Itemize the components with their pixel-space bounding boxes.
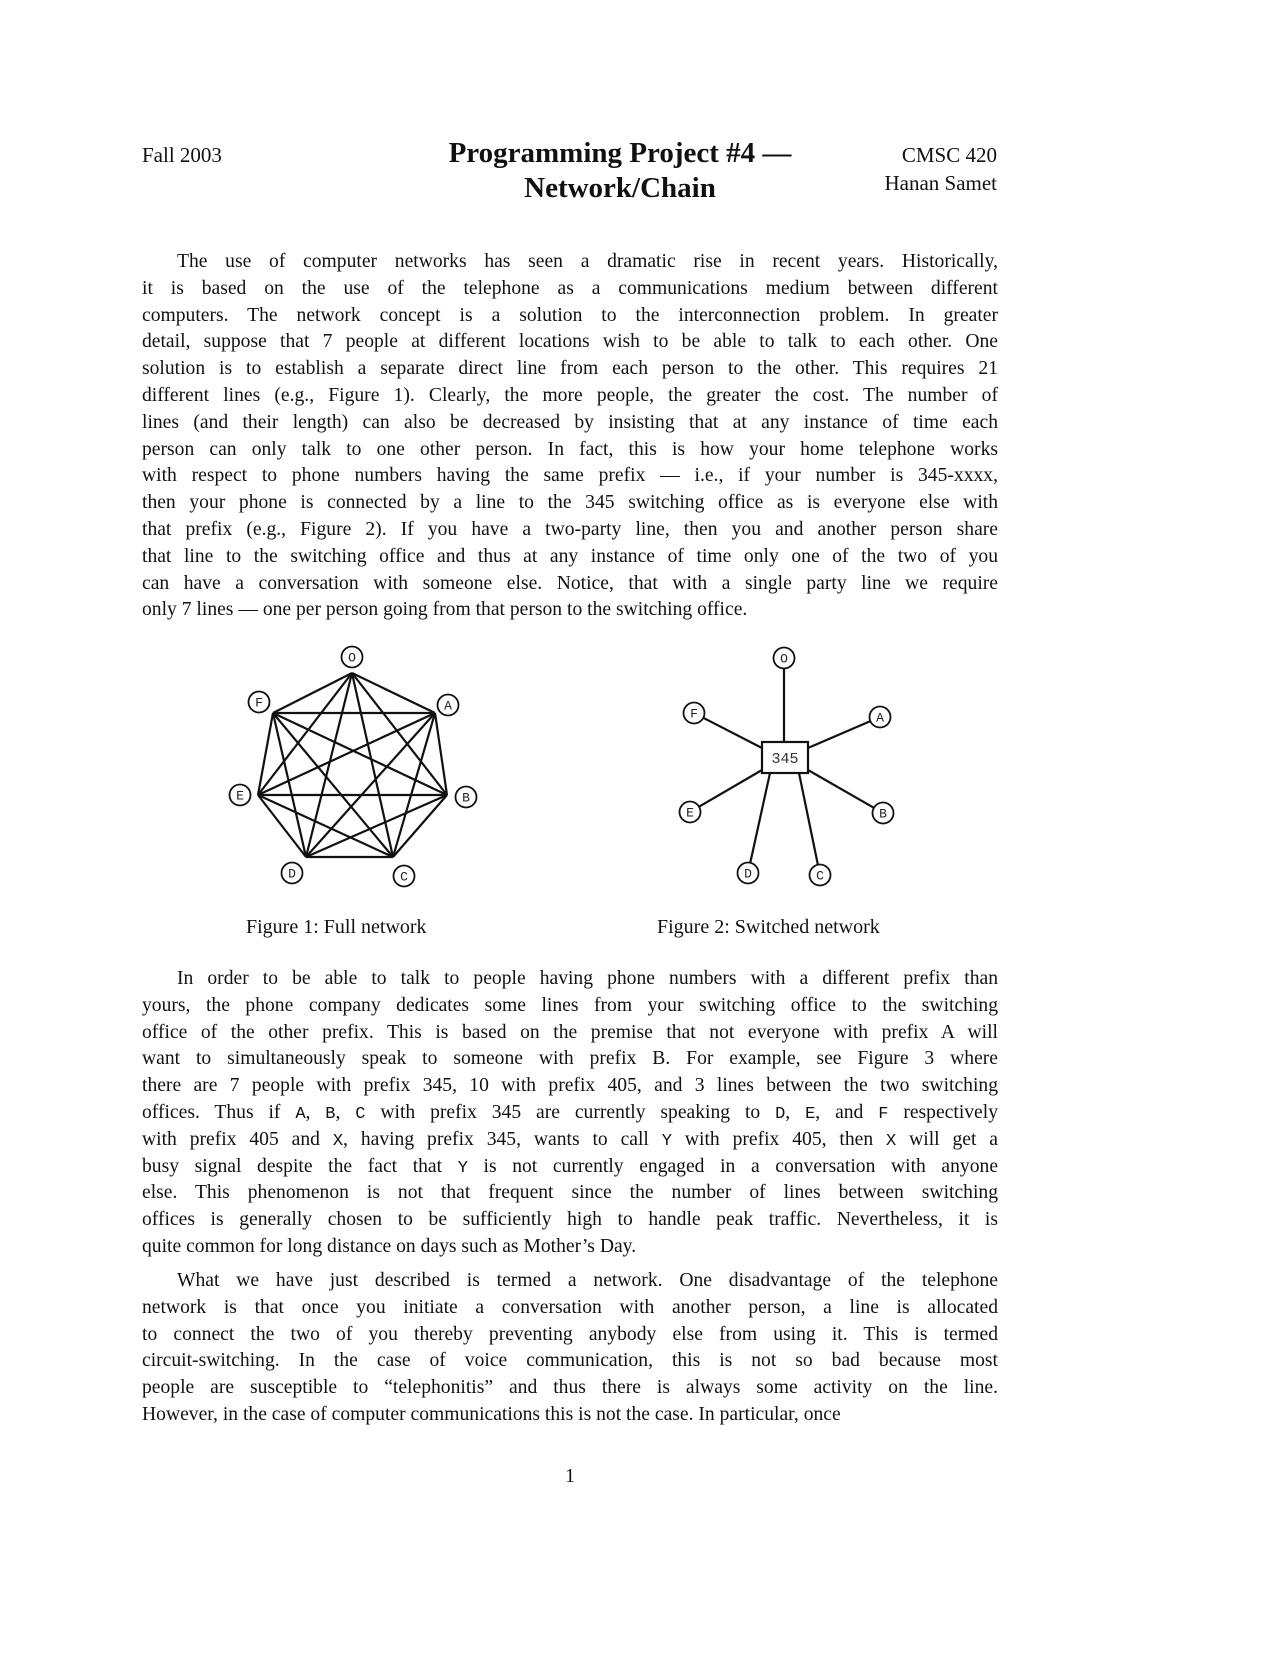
node-C bbox=[810, 865, 831, 886]
paragraph-circuit-switching bbox=[142, 1268, 998, 1429]
node-B bbox=[456, 787, 477, 808]
text-line: want to simultaneously speak to someone with prefix B. For example, see Figure 3 where bbox=[142, 1048, 998, 1070]
edge-O-A bbox=[352, 673, 435, 713]
text-line: people are susceptible to “telephonitis” and thus there is always some activity on the line. bbox=[142, 1377, 998, 1399]
text-run: , bbox=[785, 1101, 806, 1123]
code-variable: F bbox=[878, 1104, 889, 1124]
term-label: Fall 2003 bbox=[142, 143, 222, 167]
course-label: CMSC 420 bbox=[901, 143, 997, 167]
page-number: 1 bbox=[565, 1465, 575, 1487]
figure-1-caption: Figure 1: Full network bbox=[246, 916, 427, 938]
edge-E-switch bbox=[699, 770, 762, 807]
node-D bbox=[738, 863, 759, 884]
course-info bbox=[884, 141, 997, 197]
figure-1-full-network bbox=[230, 647, 477, 887]
text-line bbox=[142, 1100, 998, 1127]
switch-label: 345 bbox=[771, 751, 799, 768]
node-A bbox=[438, 695, 459, 716]
text-run: , bbox=[335, 1101, 356, 1123]
edge-C-F bbox=[273, 713, 393, 857]
node-label: O bbox=[348, 650, 356, 666]
node-label: A bbox=[444, 698, 452, 714]
text-run: offices. Thus if bbox=[142, 1101, 296, 1123]
text-line: network is that once you initiate a conversation with another person, a line is allocated bbox=[142, 1296, 998, 1318]
text-line: detail, suppose that 7 people at different locations wish to be able to talk to each other. One bbox=[142, 331, 998, 353]
text-line: to connect the two of you thereby preventing anybody else from using it. This is termed bbox=[142, 1323, 998, 1345]
text-line: However, in the case of computer communications this is not the case. In particular, once bbox=[142, 1403, 841, 1425]
node-E bbox=[230, 785, 251, 806]
edge-O-F bbox=[273, 673, 352, 713]
code-variable: D bbox=[775, 1104, 786, 1124]
text-line: there are 7 people with prefix 345, 10 with prefix 405, and 3 lines between the two switching bbox=[142, 1075, 998, 1097]
text-line: with respect to phone numbers having the same prefix — i.e., if your number is 345-xxxx, bbox=[142, 465, 998, 487]
text-run: is not currently engaged in a conversation with anyone bbox=[467, 1155, 998, 1177]
edge-D-switch bbox=[750, 773, 770, 863]
node-A bbox=[870, 707, 891, 728]
edge-O-E bbox=[258, 673, 352, 795]
code-variable: X bbox=[886, 1131, 897, 1151]
text-line: In order to be able to talk to people having phone numbers with a different prefix than bbox=[177, 968, 998, 989]
node-label: C bbox=[816, 868, 824, 884]
node-label: F bbox=[255, 695, 263, 711]
node-label: C bbox=[400, 869, 408, 885]
edge-A-D bbox=[306, 713, 435, 857]
text-line: offices is generally chosen to be sufficiently high to handle peak traffic. Nevertheless, it is bbox=[142, 1209, 998, 1231]
text-run: , having prefix 345, wants to call bbox=[343, 1128, 662, 1150]
node-label: F bbox=[690, 706, 698, 722]
text-line: only 7 lines — one per person going from that person to the switching office. bbox=[142, 599, 748, 621]
node-C bbox=[394, 866, 415, 887]
edge-F-switch bbox=[703, 718, 762, 748]
node-label: E bbox=[236, 788, 244, 804]
instructor-label: Hanan Samet bbox=[884, 171, 997, 195]
text-line: can have a conversation with someone else. Notice, that with a single party line we require bbox=[142, 572, 998, 594]
text-line: The use of computer networks has seen a dramatic rise in recent years. Historically, bbox=[177, 251, 998, 272]
code-variable: A bbox=[295, 1104, 306, 1124]
edge-B-switch bbox=[808, 770, 874, 808]
node-label: A bbox=[876, 710, 884, 726]
title-line-1: Programming Project #4 — bbox=[448, 137, 792, 169]
text-line: circuit-switching. In the case of voice communication, this is not so bad because most bbox=[142, 1350, 998, 1372]
text-line: solution is to establish a separate direct line from each person to the other. This requires 21 bbox=[142, 358, 998, 380]
edge-C-switch bbox=[799, 773, 818, 865]
text-line: yours, the phone company dedicates some lines from your switching office to the switching bbox=[142, 994, 998, 1016]
text-line: different lines (e.g., Figure 1). Clearly, the more people, the greater the cost. The number of bbox=[142, 384, 998, 406]
figure-2-caption: Figure 2: Switched network bbox=[657, 916, 880, 938]
node-label: D bbox=[744, 866, 752, 882]
node-O bbox=[774, 648, 795, 669]
text-run: with prefix 405 and bbox=[142, 1128, 333, 1150]
text-run: respectively bbox=[888, 1101, 998, 1123]
text-run: with prefix 405, then bbox=[671, 1128, 887, 1150]
text-line: that line to the switching office and thus at any instance of time only one of the two of you bbox=[142, 545, 998, 567]
text-run: , bbox=[305, 1101, 326, 1123]
node-label: E bbox=[686, 805, 694, 821]
paragraph-prefix bbox=[142, 966, 998, 1261]
text-line: quite common for long distance on days such as Mother’s Day. bbox=[142, 1235, 637, 1257]
text-line: then your phone is connected by a line to the 345 switching office as is everyone else with bbox=[142, 492, 998, 514]
text-line: it is based on the use of the telephone as a communications medium between different bbox=[142, 277, 998, 299]
text-run: with prefix 345 are currently speaking to bbox=[365, 1101, 776, 1123]
text-line: What we have just described is termed a network. One disadvantage of the telephone bbox=[177, 1270, 998, 1291]
node-label: D bbox=[288, 866, 296, 882]
text-run: busy signal despite the fact that bbox=[142, 1155, 458, 1177]
title-line-2: Network/Chain bbox=[524, 172, 716, 204]
code-variable: X bbox=[332, 1131, 344, 1151]
code-variable: E bbox=[805, 1104, 816, 1124]
code-variable: Y bbox=[661, 1131, 672, 1151]
page-title bbox=[370, 136, 870, 206]
text-line: that prefix (e.g., Figure 2). If you have a two-party line, then you and another person share bbox=[142, 518, 998, 540]
edge-A-switch bbox=[808, 721, 870, 748]
paragraph-intro bbox=[142, 249, 998, 624]
node-O bbox=[342, 647, 363, 668]
text-line: lines (and their length) can also be decreased by insisting that at any instance of time each bbox=[142, 411, 998, 433]
node-label: B bbox=[462, 790, 470, 806]
code-variable: C bbox=[355, 1104, 366, 1124]
code-variable: Y bbox=[457, 1158, 468, 1178]
text-line: office of the other prefix. This is based on the premise that not everyone with prefix A will bbox=[142, 1021, 998, 1043]
switch-office bbox=[762, 742, 808, 773]
node-label: O bbox=[780, 651, 788, 667]
node-E bbox=[680, 802, 701, 823]
node-D bbox=[282, 863, 303, 884]
text-run: will get a bbox=[896, 1128, 998, 1150]
figure-2-switched-network bbox=[680, 648, 894, 886]
node-F bbox=[249, 692, 270, 713]
text-line: else. This phenomenon is not that frequent since the number of lines between switching bbox=[142, 1182, 998, 1204]
text-line: computers. The network concept is a solution to the interconnection problem. In greater bbox=[142, 304, 998, 326]
code-variable: B bbox=[325, 1104, 336, 1124]
edge-E-F bbox=[258, 713, 273, 795]
node-B bbox=[873, 803, 894, 824]
text-line bbox=[142, 1127, 998, 1154]
text-line: person can only talk to one other person. In fact, this is how your home telephone works bbox=[142, 438, 998, 460]
text-run: , and bbox=[815, 1101, 879, 1123]
text-line bbox=[142, 1154, 998, 1181]
edge-B-F bbox=[273, 713, 447, 795]
figures bbox=[200, 640, 920, 900]
node-F bbox=[684, 703, 705, 724]
node-label: B bbox=[879, 806, 887, 822]
edge-O-D bbox=[306, 673, 352, 857]
